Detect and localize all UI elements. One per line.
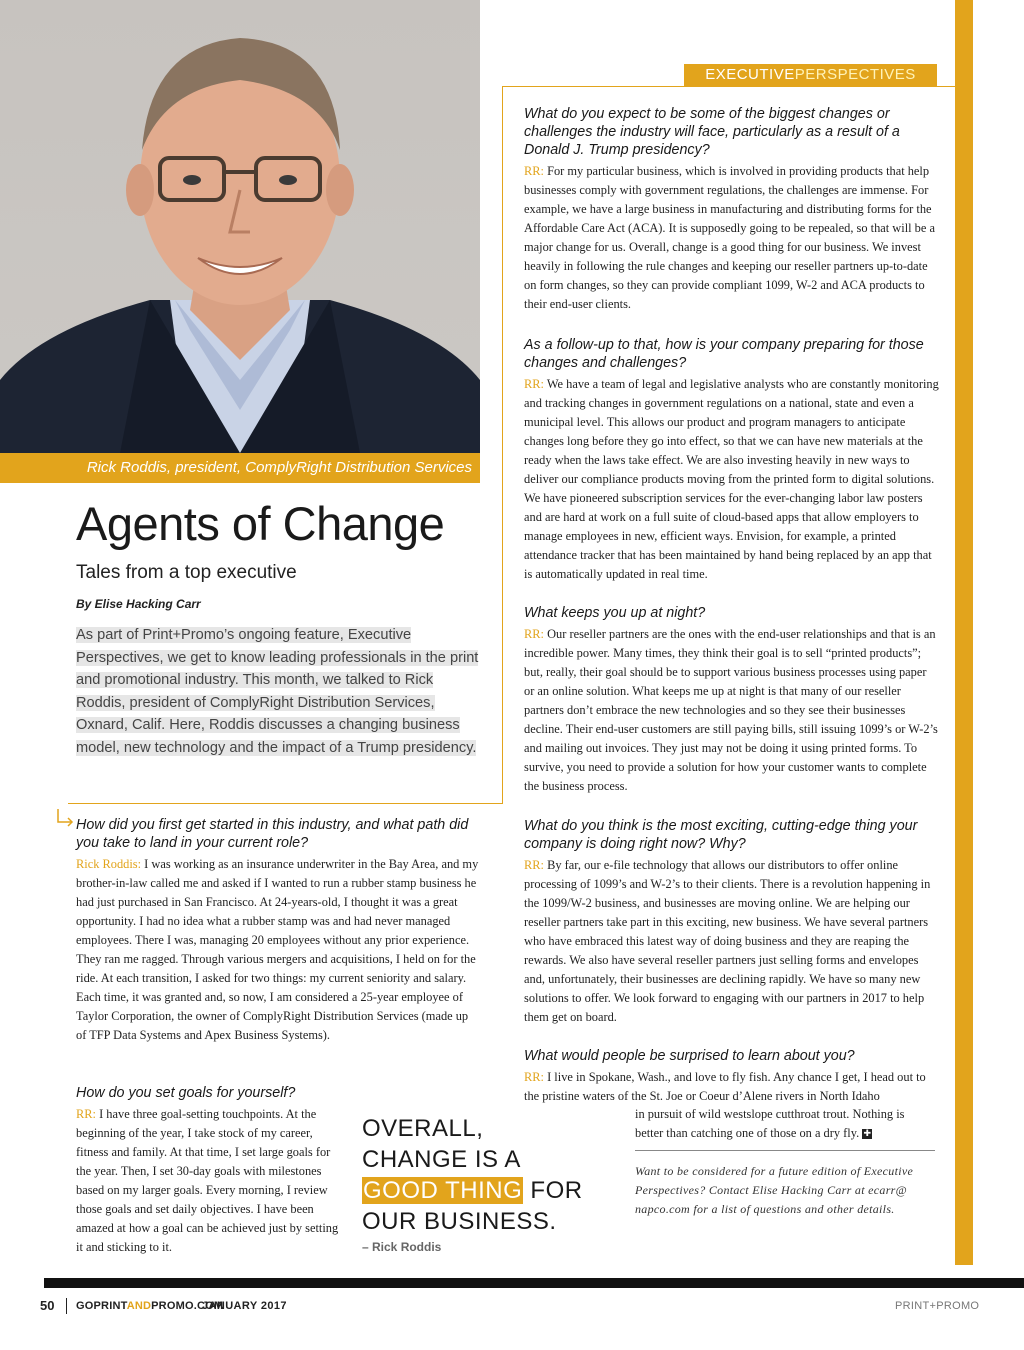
answer-text: By far, our e-file technology that allows our distributors to offer online processing of 1099’s and W-2’s to their clients. There is a revolution happening in the 1099/W-2 business, and businesses are moving online. We are helping our reseller partners take part in this exciting, new business. We have several partners who have embraced this latest way of doing business and they are reaping the rewards. We also have several reseller partners just selling forms and envelopes and, unfortunately, their businesses are declining rapidly. We have so many new solutions to offer. We look forward to engaging with our partners in 2017 to help them get on board. — [524, 858, 931, 1024]
pull-quote-line: OUR BUSINESS. — [362, 1208, 557, 1235]
article-subtitle: Tales from a top executive — [76, 562, 297, 583]
qa-block — [524, 817, 939, 1027]
answer-text: For my particular business, which is involved in providing products that help businesses comply with government regulations, the challenges are immense. For example, we have a large business in manufacturing and distributing forms for the Affordable Care Act (ACA). It is supposedly going to be repealed, so that will be a major change for us. Overall, change is a good thing for our business. We invest heavily in following the rule changes and keeping our reseller partners up-to-date on form changes, so they can provide compliant 1099, W-2 and ACA products to their end-user clients. — [524, 164, 935, 311]
portrait-illustration — [0, 0, 480, 453]
question: How do you set goals for yourself? — [76, 1085, 296, 1101]
pull-quote-line: CHANGE IS A — [362, 1146, 521, 1173]
pull-quote-highlight: GOOD THING — [363, 1177, 523, 1204]
question: What keeps you up at night? — [524, 605, 706, 621]
qa-block — [524, 604, 939, 796]
question: How did you first get started in this industry, and what path did you take to land in your current role? — [76, 817, 469, 851]
website-part-accent: AND — [126, 1300, 152, 1312]
answer-text: Our reseller partners are the ones with the end-user relationships and that is an incredible power. Many times, they think their goal is to sell “printed products”; but, really, their goal should be to support various business processes using paper or an online solution. What keeps me up at night is that many of our reseller partners don’t embrace the new technologies and so they see their businesses decline. Their end-user customers are still paying bills, still issuing 1099’s or W-2’s and mailing out invoices. They just may not be doing it using printed forms. To survive, you need to provide a solution for how your customer wants to complete the business process. — [524, 627, 938, 793]
issue-date: JANUARY 2017 — [202, 1300, 287, 1312]
answer-text: I have three goal-setting touchpoints. At the beginning of the year, I take stock of my career, fitness and family. At that time, I set large goals for the year. Then, I set 30-day goals with milestones based on my larger goals. Every morning, I review those goals and set daily objectives. I have been amazed at how a goal can be achieved just by setting it and sticking to it. — [76, 1107, 339, 1254]
pull-quote-line — [362, 1175, 583, 1206]
qa-block — [524, 1047, 939, 1106]
byline: By Elise Hacking Carr — [76, 597, 201, 611]
portrait-photo — [0, 0, 480, 453]
answer — [524, 856, 939, 1027]
footer-divider — [66, 1298, 67, 1314]
speaker-label: Rick Roddis: — [76, 857, 142, 871]
qa-block — [524, 105, 939, 314]
page-number: 50 — [40, 1298, 55, 1313]
intro-paragraph — [76, 624, 486, 759]
answer-text: We have a team of legal and legislative analysts who are constantly monitoring and tracking changes in government regulations on a national, state and even a municipal level. This allows our product and program managers to anticipate changes long before they go into effect, so that we can have new materials at the ready when the laws take effect. We are also investing heavily in new ways to deliver our compliance products moving from the printed form to digital solutions. We have pioneered subscription services for the ever-changing labor law posters and are hard at work on a full suite of cloud-based apps that allow employers to manage employees in new, efficient ways. Envision, for example, a printed attendance tracker that has been maintained by hand being replaced by an app that is automatically updated in real time. — [524, 377, 939, 581]
question: What do you expect to be some of the biggest changes or challenges the industry will face, particularly as a result of a Donald J. Trump presidency? — [524, 106, 900, 158]
contact-note: Want to be considered for a future edition of Executive Perspectives? Contact Elise Hacking Carr at ecarr@ napco.com for a list of questions and other details. — [635, 1164, 914, 1216]
answer-text: I live in Spokane, Wash., and love to fly fish. Any chance I get, I head out to the pristine waters of the St. Joe or Coeur d’Alene rivers in North Idaho — [524, 1070, 926, 1103]
answer-text: in pursuit of wild westslope cutthroat trout. Nothing is better than catching one of those on a dry fly. — [635, 1107, 905, 1140]
answer-text: I was working as an insurance underwriter in the Bay Area, and my brother-in-law called me and asked if I wanted to run a rubber stamp business he had just purchased in San Francisco. At 24-years-old, I thought it was a great opportunity. I had no idea what a rubber stamp was and had never managed employees. There I was, managing 20 employees without any prior experience. They ran me ragged. Through various mergers and acquisitions, I held on for the ride. At each transition, I asked for two things: my current seniority and salary. Each time, it was granted and, so now, I am considered a 25-year employee of Taylor Corporation, the owner of ComplyRight Distribution Services (made up of TFP Data Systems and Apex Business Systems). — [76, 857, 479, 1042]
accent-bar — [955, 0, 973, 1265]
intro-text: As part of Print+Promo’s ongoing feature, Executive Perspectives, we get to know leading professionals in the print and promotional industry. This month, we talked to Rick Roddis, president of ComplyRight Distribution Services, Oxnard, Calif. Here, Roddis discusses a changing business model, new technology and the impact of a Trump presidency. — [76, 627, 479, 756]
answer-continuation — [635, 1105, 935, 1143]
frame-rule-top — [502, 86, 955, 87]
arrow-right-icon — [56, 808, 76, 830]
section-tag — [684, 64, 937, 86]
qa-block — [76, 1084, 346, 1257]
answer — [635, 1105, 935, 1143]
speaker-label: RR: — [524, 1070, 544, 1084]
answer — [524, 1068, 939, 1106]
website-part: GOPRINT — [76, 1300, 127, 1312]
pull-quote-line-rest: FOR — [523, 1177, 583, 1204]
speaker-label: RR: — [524, 377, 544, 391]
answer — [76, 855, 481, 1045]
footer-bar — [44, 1278, 1024, 1288]
answer — [524, 162, 939, 314]
answer — [524, 625, 939, 796]
answer — [524, 375, 939, 584]
speaker-label: RR: — [76, 1107, 96, 1121]
frame-rule-left — [502, 86, 503, 804]
frame-rule-bottom — [68, 803, 503, 804]
section-tag-part1: EXECUTIVE — [705, 66, 795, 83]
article-title: Agents of Change — [76, 497, 445, 550]
photo-caption: Rick Roddis, president, ComplyRight Distribution Services — [0, 453, 480, 483]
pull-quote — [362, 1113, 583, 1237]
qa-block — [524, 336, 939, 584]
qa-block — [76, 816, 481, 1045]
question: As a follow-up to that, how is your company preparing for those changes and challenges? — [524, 337, 924, 371]
note-divider — [635, 1150, 935, 1151]
section-tag-part2: PERSPECTIVES — [794, 66, 916, 83]
question: What would people be surprised to learn about you? — [524, 1048, 855, 1064]
magazine-name: PRINT+PROMO — [895, 1300, 980, 1312]
pull-quote-attribution: – Rick Roddis — [362, 1240, 442, 1254]
end-mark-icon: ✚ — [863, 1129, 872, 1140]
speaker-label: RR: — [524, 858, 544, 872]
pull-quote-line: OVERALL, — [362, 1115, 484, 1142]
question: What do you think is the most exciting, cutting-edge thing your company is doing right now? Why? — [524, 818, 918, 852]
answer — [76, 1105, 346, 1257]
speaker-label: RR: — [524, 627, 544, 641]
website-part: PROMO.COM — [151, 1300, 224, 1312]
speaker-label: RR: — [524, 164, 544, 178]
